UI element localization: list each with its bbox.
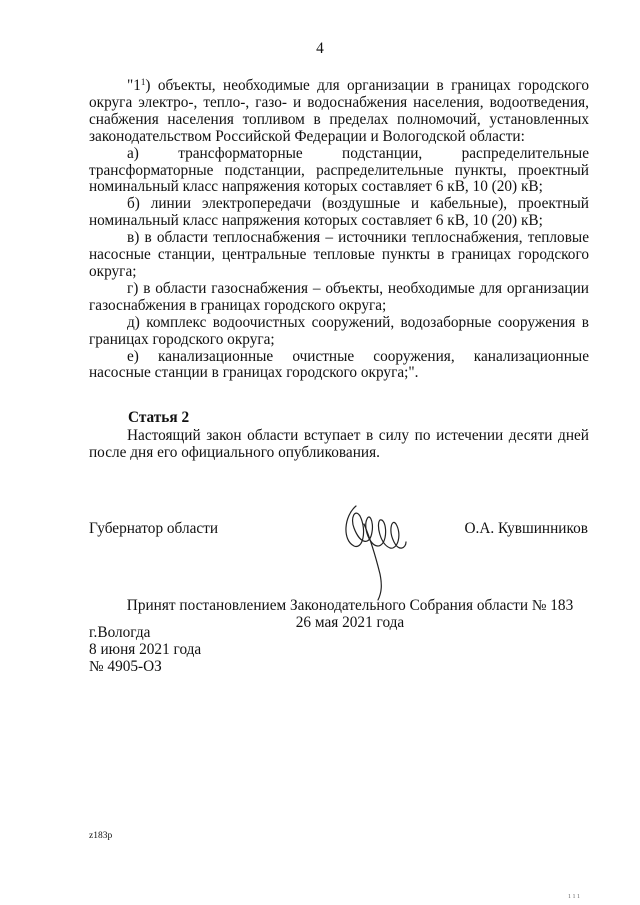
signer-name: О.А. Кувшинников: [464, 520, 588, 537]
article-2-text: Настоящий закон области вступает в силу по истечении десяти дней после дня его официального опубликования.: [89, 427, 589, 461]
intro-superscript: 1: [140, 77, 146, 87]
corner-mark: 1 1 1: [568, 894, 580, 900]
item-b: б) линии электропередачи (воздушные и кабельные), проектный номинальный класс напряжения которых составляет 6 кВ, 10 (20) кВ;: [89, 195, 589, 230]
intro-quote: "1: [127, 77, 141, 94]
item-g: г) в области газоснабжения – объекты, необходимые для организации газоснабжения в границах городского округа;: [89, 279, 589, 314]
city: г.Вологда: [89, 624, 151, 641]
signer-position: Губернатор области: [89, 520, 219, 537]
item-d: д) комплекс водоочистных сооружений, водозаборные сооружения в границах городского округа;: [89, 313, 589, 348]
item-v: в) в области теплоснабжения – источники теплоснабжения, тепловые насосные станции, центральные тепловые пункты в границах городского округа;: [89, 229, 589, 280]
intro-text: ) объекты, необходимые для организации в границах городского округа электро-, тепло-, газо- и водоснабжения населения, водоотведения, снабжения населения топливом в пределах полномочий, установленных законодательством Российской Федерации и Вологодской области:: [89, 77, 589, 145]
place-and-date: [89, 625, 201, 676]
law-number: № 4905-ОЗ: [89, 657, 162, 675]
adoption-line-1: Принят постановлением Законодательного Собрания области № 183: [126, 597, 574, 614]
intro-paragraph: [89, 78, 589, 146]
handwritten-signature: [336, 494, 412, 602]
article-2-title: Статья 2: [128, 409, 190, 426]
adoption-line-2: 26 мая 2021 года: [295, 613, 405, 631]
page-number: 4: [316, 40, 324, 57]
sign-date: 8 июня 2021 года: [89, 640, 202, 658]
item-a: а) трансформаторные подстанции, распределительные трансформаторные подстанции, распределительные пункты, проектный номинальный класс напряжения которых составляет 6 кВ, 10 (20) кВ;: [89, 144, 589, 196]
article-2-body: [89, 428, 589, 462]
item-e: е) канализационные очистные сооружения, канализационные насосные станции в границах городского округа;".: [89, 347, 589, 382]
law-body: [89, 78, 589, 382]
footer-code: z183p: [89, 831, 113, 841]
